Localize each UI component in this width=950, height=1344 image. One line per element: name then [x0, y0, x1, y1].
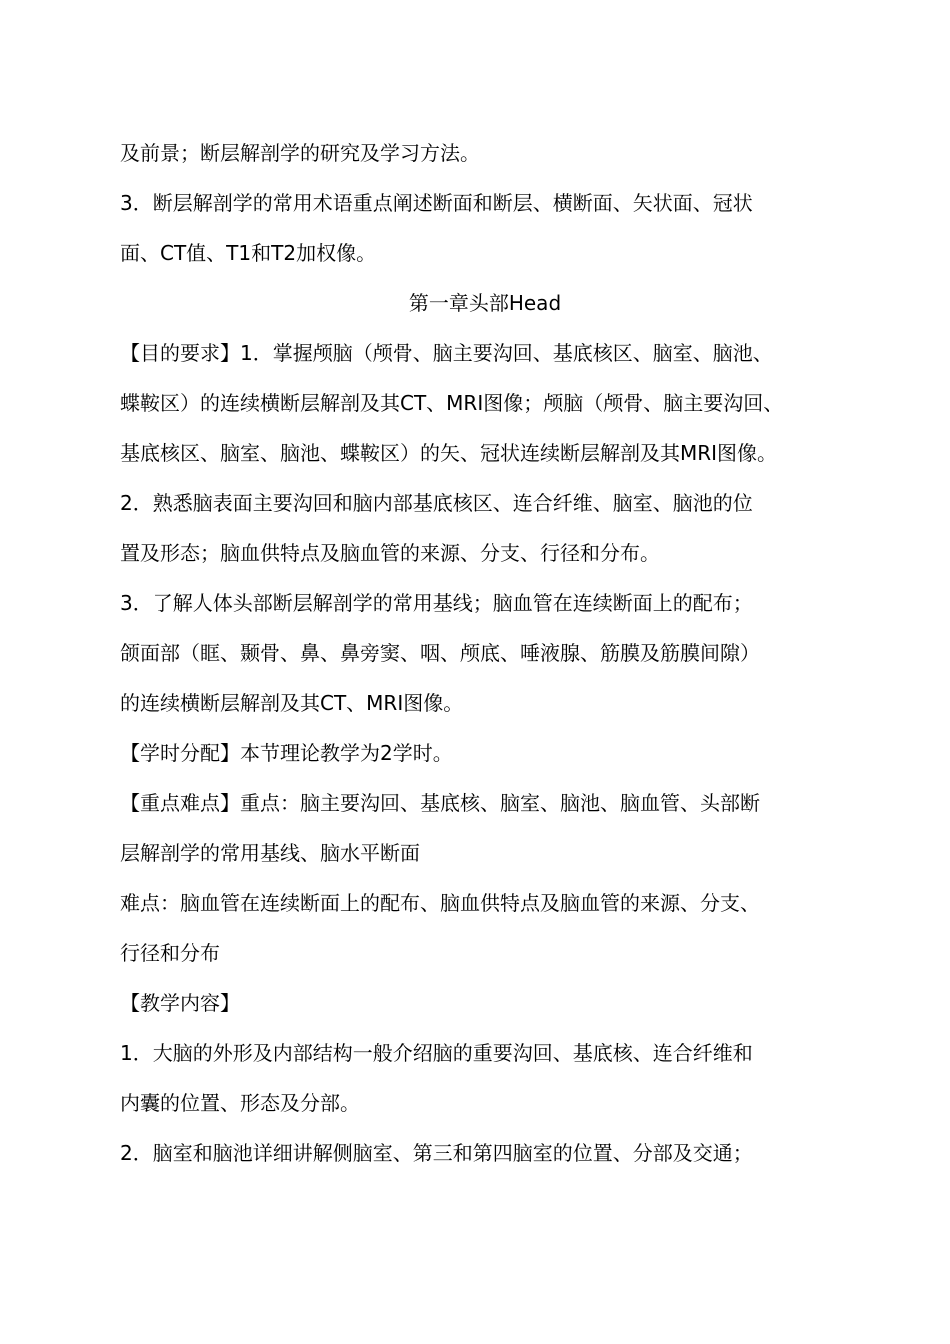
text-line: 层解剖学的常用基线、脑水平断面	[120, 841, 420, 865]
text-line: 置及形态；脑血供特点及脑血管的来源、分支、行径和分布。	[120, 541, 660, 565]
text-line: 颌面部（眶、颞骨、鼻、鼻旁窦、咽、颅底、唾液腺、筋膜及筋膜间隙）	[120, 641, 760, 665]
text-line: 基底核区、脑室、脑池、蝶鞍区）的矢、冠状连续断层解剖及其MRI图像。	[120, 441, 778, 465]
chapter-title: 第一章头部Head	[408, 291, 562, 315]
text-line: 3．断层解剖学的常用术语重点阐述断面和断层、横断面、矢状面、冠状	[120, 191, 753, 215]
text-line: 【学时分配】本节理论教学为2学时。	[120, 741, 453, 765]
text-line: 及前景；断层解剖学的研究及学习方法。	[120, 141, 480, 165]
text-line: 面、CT值、T1和T2加权像。	[120, 241, 377, 265]
text-line: 1．大脑的外形及内部结构一般介绍脑的重要沟回、基底核、连合纤维和	[120, 1041, 753, 1065]
text-line: 的连续横断层解剖及其CT、MRI图像。	[120, 691, 464, 715]
text-line: 内囊的位置、形态及分部。	[120, 1091, 360, 1115]
text-line: 3．了解人体头部断层解剖学的常用基线；脑血管在连续断面上的配布；	[120, 591, 753, 615]
section-heading: 【教学内容】	[120, 991, 240, 1015]
text-line: 【重点难点】重点：脑主要沟回、基底核、脑室、脑池、脑血管、头部断	[120, 791, 760, 815]
text-line: 2．熟悉脑表面主要沟回和脑内部基底核区、连合纤维、脑室、脑池的位	[120, 491, 753, 515]
document-page	[120, 128, 850, 1178]
text-line: 【目的要求】1．掌握颅脑（颅骨、脑主要沟回、基底核区、脑室、脑池、	[120, 341, 773, 365]
text-line: 难点：脑血管在连续断面上的配布、脑血供特点及脑血管的来源、分支、	[120, 891, 760, 915]
text-line: 蝶鞍区）的连续横断层解剖及其CT、MRI图像；颅脑（颅骨、脑主要沟回、	[120, 391, 784, 415]
text-line: 2．脑室和脑池详细讲解侧脑室、第三和第四脑室的位置、分部及交通；	[120, 1141, 753, 1165]
text-line: 行径和分布	[120, 941, 220, 965]
